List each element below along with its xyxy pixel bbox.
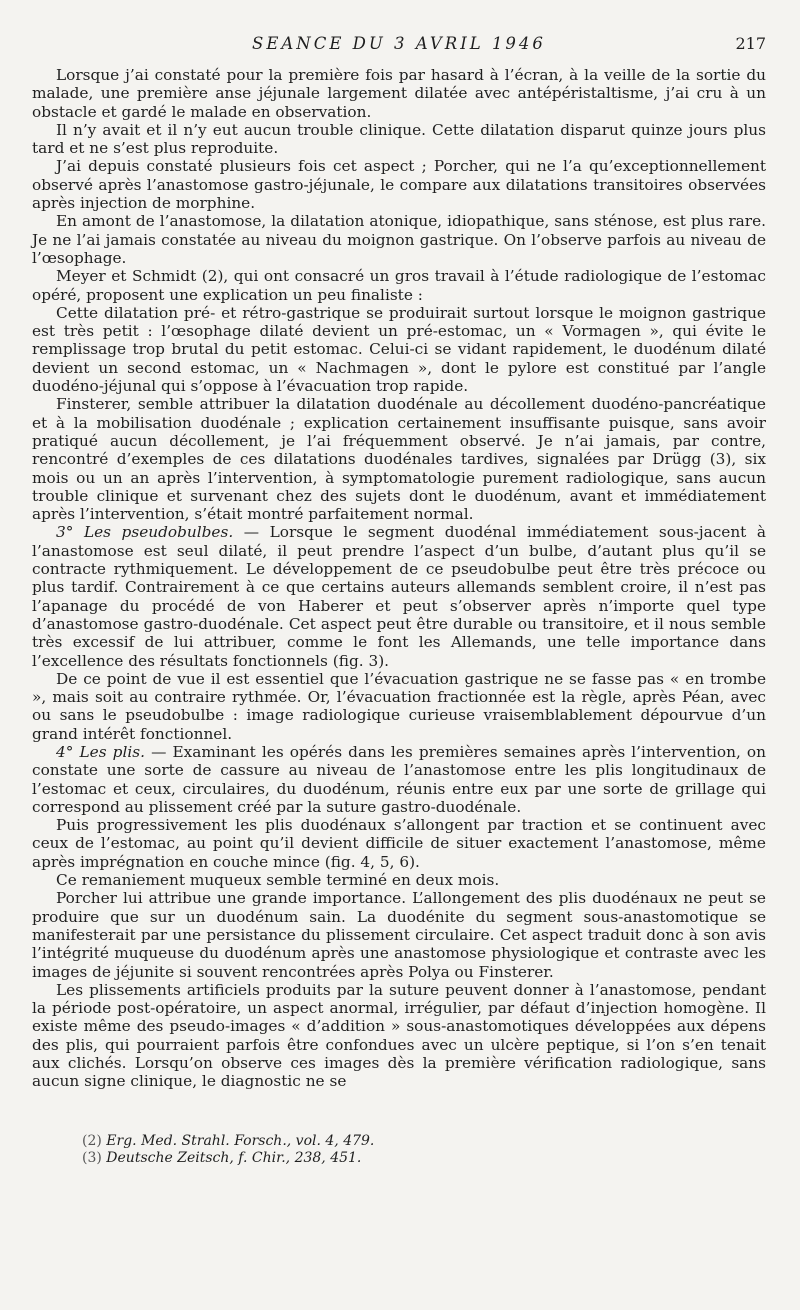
paragraph: Les plissements artificiels produits par la suture peuvent donner à l’anastomose, pendant la période post-opératoire, un aspect anormal, irrégulier, par défaut d’injection homogène. Il existe même des pseudo-images « d’addition » sous-anastomotiques développées aux dépens des plis, qui pourraient parfois être confondues avec un ulcère peptique, si l’on s’en tenait aux clichés. Lorsqu’on observe ces images dès la première vérification radiologique, sans aucun signe clinique, le diagnostic ne se [32, 980, 766, 1091]
paragraph: En amont de l’anastomose, la dilatation atonique, idiopathique, sans sténose, est plus rare. Je ne l’ai jamais constatée au niveau du moignon gastrique. On l’observe parfois au niveau de l’œsophage. [32, 212, 766, 267]
paragraph: Lorsque j’ai constaté pour la première fois par hasard à l’écran, à la veille de la sortie du malade, une première anse jéjunale largement dilatée avec antépéristaltisme, j’ai cru à un obstacle et gardé le malade en observation. [32, 66, 766, 121]
footnote-number: (3) [82, 1150, 102, 1167]
footnote-text: Erg. Med. Strahl. Forsch., vol. 4, 479. [106, 1132, 375, 1149]
footnotes [32, 1133, 766, 1168]
section-label: 3° Les pseudobulbes. [56, 523, 234, 542]
paragraph: Ce remaniement muqueux semble terminé en deux mois. [56, 871, 500, 890]
section-text: — Lorsque le segment duodénal immédiatement sous-jacent à l’anastomose est seul dilaté, il peut prendre l’aspect d’un bulbe, d’autant plus qu’il se contracte rythmiquement. Le développement de ce pseudobulbe peut être très précoce ou plus tardif. Contrairement à ce que certains auteurs allemands semblent croire, il n’est pas l’apanage du procédé de von Haberer et peut s’observer après n’importe quel type d’anastomose gastro-duodénale. Cet aspect peut être durable ou transitoire, et il nous semble très excessif de lui attribuer, comme le font les Allemands, une telle importance dans l’excellence des résultats fonctionnels (fig. 3). [32, 523, 766, 670]
paragraph: De ce point de vue il est essentiel que l’évacuation gastrique ne se fasse pas « en trombe », mais soit au contraire rythmée. Or, l’évacuation fractionnée est la règle, après Péan, avec ou sans le pseudobulbe : image radiologique curieuse vraisemblablement dépourvue d’un grand intérêt fonctionnel. [32, 669, 766, 743]
body-text [32, 66, 766, 1091]
footnote-number: (2) [82, 1132, 102, 1149]
footnote [82, 1150, 766, 1168]
page-header [32, 34, 766, 62]
footnote-text: Deutsche Zeitsch, f. Chir., 238, 451. [106, 1150, 362, 1167]
paragraph: Cette dilatation pré- et rétro-gastrique se produirait surtout lorsque le moignon gastrique est très petit : l’œsophage dilaté devient un pré-estomac, un « Vormagen », qui évite le remplissage trop brutal du petit estomac. Celui-ci se vidant rapidement, le duodénum dilaté devient un second estomac, un « Nachmagen », dont le pylore est constitué par l’angle duodéno-jéjunal qui s’oppose à l’évacuation trop rapide. [32, 303, 766, 396]
footnote [82, 1133, 766, 1151]
paragraph: Finsterer, semble attribuer la dilatation duodénale au décollement duodéno-pancréatique et à la mobilisation duodénale ; explication certainement insuffisante puisque, sans avoir pratiqué aucun décollement, je l’ai fréquemment observé. Je n’ai jamais, par contre, rencontré d’exemples de ces dilatations duodénales tardives, signalées par Drügg (3), six mois ou un an après l’intervention, à symptomatologie purement radiologique, sans aucun trouble clinique et survenant chez des sujets dont le duodénum, avant et immédiatement après l’intervention, s’était montré parfaitement normal. [32, 395, 766, 524]
page-number: 217 [735, 34, 766, 53]
paragraph: Meyer et Schmidt (2), qui ont consacré un gros travail à l’étude radiologique de l’estomac opéré, proposent une explication un peu finaliste : [32, 267, 766, 304]
section-text: — Examinant les opérés dans les premières semaines après l’intervention, on constate une sorte de cassure au niveau de l’anastomose entre les plis longitudinaux de l’estomac et ceux, circulaires, du duodénum, réunis entre eux par une sorte de grillage qui correspond au plissement créé par la suture gastro-duodénale. [32, 742, 766, 816]
paragraph: Il n’y avait et il n’y eut aucun trouble clinique. Cette dilatation disparut quinze jours plus tard et ne s’est plus reproduite. [32, 120, 766, 158]
section-label: 4° Les plis. [56, 742, 145, 761]
section-paragraph-pseudobulbes [32, 523, 766, 669]
running-head: SEANCE DU 3 AVRIL 1946 [252, 34, 546, 53]
section-paragraph-plis [32, 743, 766, 816]
paragraph: J’ai depuis constaté plusieurs fois cet aspect ; Porcher, qui ne l’a qu’exceptionnellement observé après l’anastomose gastro-jéjunale, le compare aux dilatations transitoires observées après injection de morphine. [32, 157, 766, 213]
paragraph: Porcher lui attribue une grande importance. L’allongement des plis duodénaux ne peut se produire que sur un duodénum sain. La duodénite du segment sous-anastomotique se manifesterait par une persistance du plissement circulaire. Cet aspect traduit donc à son avis l’intégrité muqueuse du duodénum après une anastomose physiologique et contraste avec les images de jéjunite si souvent rencontrées après Polya ou Finsterer. [32, 889, 766, 981]
paragraph: Puis progressivement les plis duodénaux s’allongent par traction et se continuent avec ceux de l’estomac, au point qu’il devient difficile de situer exactement l’anastomose, même après imprégnation en couche mince (fig. 4, 5, 6). [32, 816, 766, 871]
